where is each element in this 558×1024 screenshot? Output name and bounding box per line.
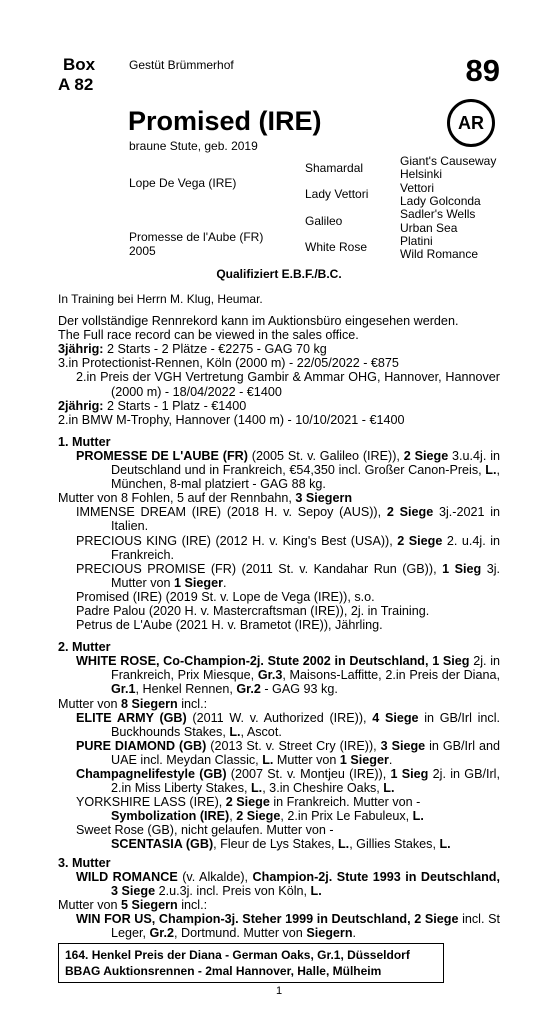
- offspring-champion: , Champion-3j. Steher 1999 in Deutschland, 2 Siege: [151, 911, 459, 926]
- pedigree-gen2: Lady Vettori: [305, 187, 369, 201]
- offspring-entry: Promised (IRE) (2019 St. v. Lope de Vega (IRE)), s.o.: [76, 589, 375, 604]
- offspring-wins: 1 Sieg: [442, 561, 482, 576]
- produce-incl: incl.:: [177, 897, 208, 912]
- dam2-rest: - GAG 93 kg.: [260, 682, 338, 697]
- pedigree-gen3: Vettori: [400, 181, 435, 195]
- catalogue-body: [58, 292, 500, 940]
- pedigree-dam: Promesse de l'Aube (FR): [129, 230, 264, 244]
- offspring-rest: , Gillies Stakes,: [349, 837, 440, 852]
- offspring-detail: (2011 W. v. Authorized (IRE)),: [186, 710, 373, 725]
- offspring-entry: [58, 505, 500, 533]
- produce-winners: 3 Siegern: [295, 491, 353, 506]
- offspring-name: Sweet Rose (GB), nicht gelaufen. Mutter von -: [76, 823, 334, 838]
- offspring-rest: in GB/Irl incl. Buckhounds Stakes,: [111, 710, 500, 739]
- dam3-rest: 2.u.3j. incl. Preis von Köln,: [155, 883, 311, 898]
- listed-mark: L.: [250, 781, 263, 796]
- record-de: Der vollständige Rennrekord kann im Auktionsbüro eingesehen werden.: [58, 314, 459, 329]
- dam1-summary: [58, 449, 500, 491]
- dam3-detail: (v. Alkalde),: [177, 869, 253, 884]
- horse-name: Promised (IRE): [128, 106, 322, 136]
- produce-incl: incl.:: [177, 696, 208, 711]
- offspring-entry: Padre Palou (2020 H. v. Mastercraftsman (IRE)), 2j. in Training.: [76, 603, 430, 618]
- dam2-name: WHITE ROSE: [76, 654, 156, 669]
- horse-description: braune Stute, geb. 2019: [129, 139, 258, 153]
- footer-line2: BBAG Auktionsrennen - 2mal Hannover, Halle, Mülheim: [65, 964, 382, 978]
- dam1-name: PROMESSE DE L'AUBE (FR): [76, 448, 248, 463]
- pedigree-gen2: Shamardal: [305, 161, 364, 175]
- race-2yo-summary: 2 Starts - 1 Platz - €1400: [103, 398, 247, 413]
- offspring-name: Champagnelifestyle (GB): [76, 767, 227, 781]
- dam1-produce: [58, 491, 500, 505]
- dam2-summary: [58, 654, 500, 696]
- offspring-winners: 1 Sieger: [339, 752, 389, 767]
- dam3-title: 3. Mutter: [58, 855, 111, 870]
- offspring-rest: Mutter von: [273, 752, 340, 767]
- race-line: 2.in BMW M-Trophy, Hannover (1400 m) - 10/10/2021 - €1400: [58, 412, 405, 427]
- pedigree-gen3: Sadler's Wells: [400, 207, 476, 221]
- offspring-entry: PURE DIAMOND (GB) (2013 St. v. Street Cry (IRE)), 3 Siege in GB/Irl and UAE incl. Meydan Classic, L. Mutter von 1 Sieger.: [76, 738, 500, 767]
- offspring-name: PRECIOUS PROMISE (FR) (2011 St. v. Kandahar Run (GB)),: [76, 561, 443, 576]
- offspring-rest: , Dortmund. Mutter von: [174, 926, 307, 941]
- offspring-wins: 2 Siege: [397, 533, 443, 548]
- offspring-rest: ,: [229, 809, 237, 824]
- offspring-name: YORKSHIRE LASS (IRE),: [76, 795, 226, 810]
- race-3yo-summary: 2 Starts - 2 Plätze - €2275 - GAG 70 kg: [103, 342, 327, 357]
- race-line: 2.in Preis der VGH Vertretung Gambir & Ammar OHG, Hannover, Hannover (2000 m) - 18/04/2022 - €1400: [76, 370, 500, 399]
- box-line1: Box: [63, 55, 96, 74]
- dam3-champion: Champion-2j. Stute 1993 in Deutschland, 3 Siege: [111, 869, 501, 898]
- qualification: Qualifiziert E.B.F./B.C.: [216, 267, 342, 281]
- dam2-produce: [58, 697, 500, 711]
- offspring-rest: 2. u.4j. in Frankreich.: [111, 533, 501, 562]
- dam3-summary: [58, 870, 500, 898]
- listed-mark: L.: [383, 781, 395, 796]
- dam1-title: 1. Mutter: [58, 434, 111, 449]
- offspring-wins: 4 Siege: [372, 710, 419, 725]
- race-2yo-label: 2jährig:: [58, 398, 104, 413]
- box-line2: A 82: [58, 75, 94, 94]
- offspring-name: PRECIOUS KING (IRE) (2012 H. v. King's Best (USA)),: [76, 533, 398, 548]
- grade-mark: Gr.2: [149, 926, 175, 941]
- offspring-name: IMMENSE DREAM (IRE) (2018 H. v. Sepoy (AUS)),: [76, 505, 387, 520]
- offspring-name: ELITE ARMY (GB): [76, 710, 187, 725]
- offspring-rest: , 3.in Cheshire Oaks,: [262, 781, 384, 796]
- dam2-rest: , Maisons-Laffitte, 2.in Preis der Diana,: [282, 668, 500, 683]
- offspring-entry: PRECIOUS PROMISE (FR) (2011 St. v. Kandahar Run (GB)), 1 Sieg 3j. Mutter von 1 Sieger.: [76, 561, 500, 590]
- listed-mark: L.: [337, 837, 350, 852]
- pedigree-gen3: Lady Golconda: [400, 194, 481, 208]
- pedigree-gen3: Wild Romance: [400, 247, 479, 261]
- offspring-wins: 2 Siege: [225, 795, 270, 810]
- offspring-entry: Petrus de L'Aube (2021 H. v. Brametot (IRE)), Jährling.: [76, 618, 383, 633]
- race-3yo-label: 3jährig:: [58, 342, 104, 357]
- offspring-wins: 3 Siege: [380, 738, 426, 753]
- offspring-wins: 1 Sieg: [390, 767, 429, 781]
- pedigree-gen2: White Rose: [305, 240, 368, 254]
- offspring-rest: , Fleur de Lys Stakes,: [213, 837, 338, 852]
- listed-mark: L.: [485, 463, 497, 478]
- offspring-rest: 2j. in GB/Irl, 2.in Miss Liberty Stakes,: [111, 767, 500, 796]
- pedigree-gen2: Galileo: [305, 214, 343, 228]
- listed-mark: L.: [412, 809, 424, 824]
- offspring-rest: , Ascot.: [240, 724, 282, 739]
- page-number: 1: [275, 985, 283, 997]
- offspring-rest: 3j.-2021 in Italien.: [111, 505, 501, 534]
- offspring-name: PURE DIAMOND (GB): [76, 738, 207, 753]
- offspring-detail: (2007 St. v. Montjeu (IRE)),: [226, 767, 391, 781]
- dam2-rest: , Henkel Rennen,: [135, 682, 237, 697]
- grade-mark: Gr.2: [236, 682, 261, 697]
- offspring-name: WIN FOR US: [76, 911, 152, 926]
- race-line: 3.in Protectionist-Rennen, Köln (2000 m) - 22/05/2022 - €875: [58, 356, 399, 371]
- dam1-rest2: , München, 8-mal platziert - GAG 88 kg.: [111, 463, 500, 492]
- offspring-entry: [58, 711, 500, 739]
- offspring-rest: in GB/Irl and UAE incl. Meydan Classic,: [111, 738, 500, 767]
- box-label: [58, 55, 95, 95]
- offspring-rest: incl. St Leger,: [111, 911, 500, 941]
- race-2yo: [58, 399, 500, 413]
- offspring-winners: 1 Sieger: [174, 575, 224, 590]
- pedigree-sire: Lope De Vega (IRE): [129, 176, 237, 190]
- offspring-rest: , 2.in Prix Le Fabuleux,: [280, 809, 413, 824]
- dam1-wins: 2 Siege: [403, 448, 449, 463]
- offspring-name: SCENTASIA (GB): [111, 837, 214, 852]
- dam2-wins: 1 Sieg: [432, 654, 470, 669]
- produce-text: Mutter von: [58, 897, 121, 912]
- offspring-detail: (2013 St. v. Street Cry (IRE)),: [206, 738, 381, 753]
- grade-mark: Gr.1: [111, 682, 136, 697]
- offspring-entry: WIN FOR US, Champion-3j. Steher 1999 in Deutschland, 2 Siege incl. St Leger, Gr.2, Dortmund. Mutter von Siegern.: [76, 911, 500, 941]
- dam2-rest: 2j. in Frankreich, Prix Miesque,: [111, 654, 501, 683]
- grade-mark: Gr.3: [257, 668, 283, 683]
- pedigree-gen3: Urban Sea: [400, 221, 458, 235]
- produce-winners: 8 Siegern: [121, 696, 178, 711]
- offspring-rest: in Frankreich. Mutter von -: [269, 795, 421, 810]
- offspring-name: Symbolization (IRE): [111, 809, 230, 824]
- race-footer-box: [58, 943, 444, 983]
- footer-line1: 164. Henkel Preis der Diana - German Oaks, Gr.1, Düsseldorf: [65, 948, 410, 962]
- produce-text: Mutter von 8 Fohlen, 5 auf der Rennbahn,: [58, 491, 296, 506]
- race-3yo: [58, 342, 500, 356]
- dam2-title: 2. Mutter: [58, 640, 111, 655]
- listed-mark: L.: [229, 724, 241, 739]
- breeder: Gestüt Brümmerhof: [129, 58, 234, 72]
- lot-number: 89: [465, 53, 500, 88]
- training-info: In Training bei Herrn M. Klug, Heumar.: [58, 292, 263, 306]
- dam1-detail: (2005 St. v. Galileo (IRE)),: [247, 448, 404, 463]
- pedigree-gen3: Platini: [400, 234, 433, 248]
- listed-mark: L.: [262, 752, 274, 767]
- dam2-champion: , Co-Champion-2j. Stute 2002 in Deutschland,: [155, 654, 429, 669]
- offspring-wins: 2 Siege: [236, 809, 281, 824]
- produce-winners: 5 Siegern: [121, 897, 178, 912]
- offspring-entry: [58, 795, 500, 823]
- dam3-produce: [58, 898, 500, 912]
- pedigree-gen3: Helsinki: [400, 167, 443, 181]
- dam1-rest: 3.u.4j. in Deutschland und in Frankreich, €54,350 incl. Großer Canon-Preis,: [111, 448, 500, 478]
- record-en: The Full race record can be viewed in the sales office.: [58, 328, 359, 343]
- offspring-wins: 2 Siege: [386, 505, 434, 520]
- pedigree-gen3: Giant's Causeway: [400, 154, 497, 168]
- offspring-rest: 3j. Mutter von: [111, 561, 500, 590]
- pedigree-dam-year: 2005: [129, 244, 156, 258]
- offspring-entry: [58, 767, 500, 795]
- offspring-winners: Siegern: [306, 926, 353, 941]
- listed-mark: L.: [310, 883, 322, 898]
- produce-text: Mutter von: [58, 696, 121, 711]
- dam3-name: WILD ROMANCE: [76, 869, 178, 884]
- offspring-entry: [58, 534, 500, 562]
- offspring-entry: [58, 823, 500, 851]
- ar-badge: AR: [447, 99, 495, 147]
- listed-mark: L.: [439, 837, 451, 852]
